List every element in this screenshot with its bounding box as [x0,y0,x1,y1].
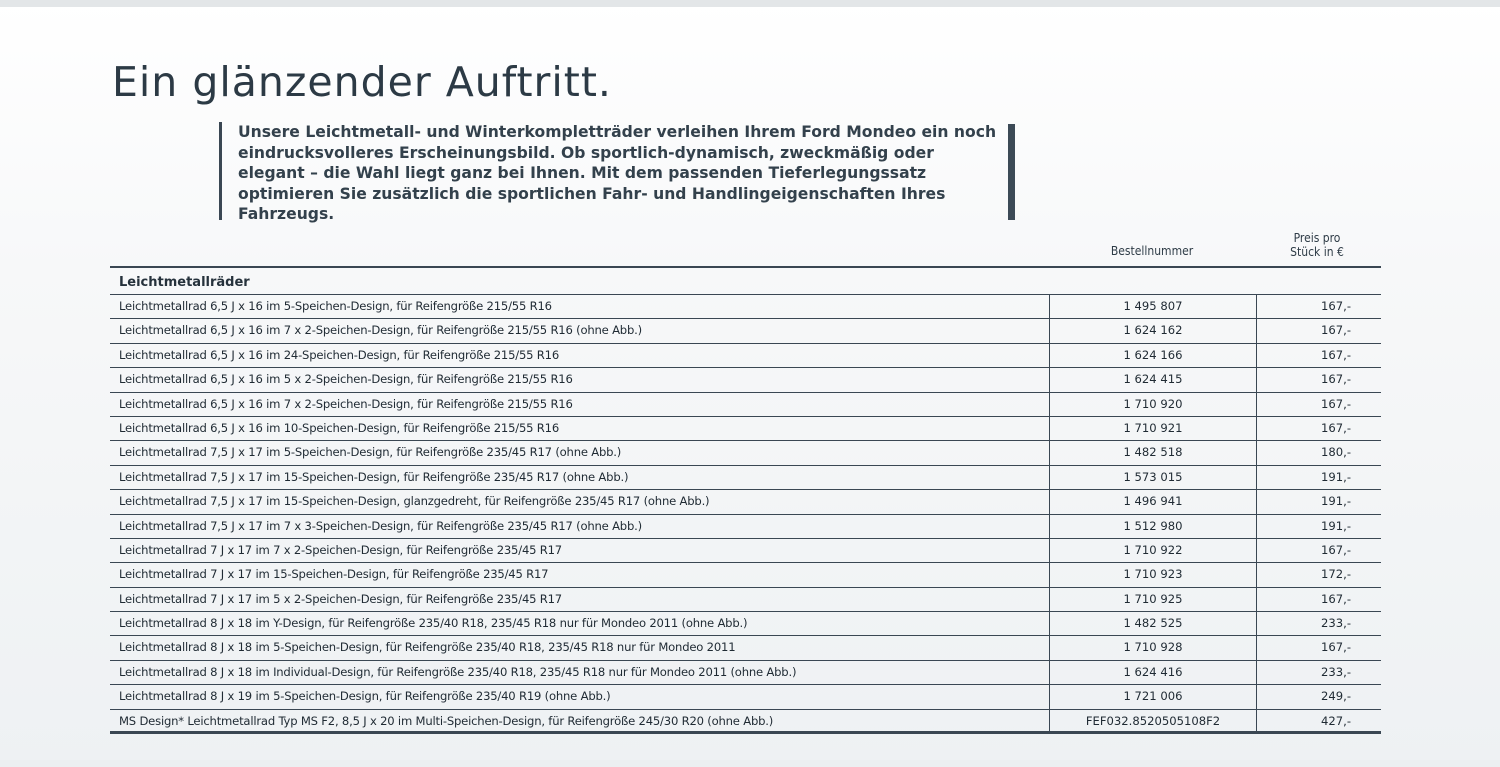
table-row [110,490,1381,514]
row-price: 180,- [1256,441,1381,464]
row-price: 233,- [1256,612,1381,635]
bottom-border [0,760,1500,767]
row-order-number: 1 710 922 [1049,539,1256,562]
row-order-number: 1 624 416 [1049,661,1256,684]
row-description: Leichtmetallrad 7 J x 17 im 7 x 2-Speichen-Design, für Reifengröße 235/45 R17 [119,542,562,557]
row-order-number: 1 710 928 [1049,636,1256,659]
row-description: Leichtmetallrad 7,5 J x 17 im 7 x 3-Speichen-Design, für Reifengröße 235/45 R17 (ohne Abb.) [119,518,642,533]
row-price: 167,- [1256,368,1381,391]
row-order-number: 1 495 807 [1049,295,1256,318]
row-order-number: 1 512 980 [1049,515,1256,538]
intro-block [219,122,1015,223]
table-row [110,344,1381,368]
column-header-price-line2: Stück in € [1290,245,1344,259]
table-row [110,295,1381,319]
table-rows [110,295,1381,734]
row-description: Leichtmetallrad 8 J x 18 im 5-Speichen-Design, für Reifengröße 235/40 R18, 235/45 R18 nur für Mondeo 2011 [119,640,736,655]
table-row [110,563,1381,587]
section-title: Leichtmetallräder [119,275,250,290]
row-price: 167,- [1256,588,1381,611]
row-order-number: 1 496 941 [1049,490,1256,513]
row-price: 167,- [1256,319,1381,342]
row-order-number: FEF032.8520505108F2 [1049,710,1256,731]
row-description: Leichtmetallrad 6,5 J x 16 im 5 x 2-Speichen-Design, für Reifengröße 215/55 R16 [119,372,573,387]
section-header [110,268,1381,295]
row-order-number: 1 624 162 [1049,319,1256,342]
row-description: Leichtmetallrad 8 J x 19 im 5-Speichen-Design, für Reifengröße 235/40 R19 (ohne Abb.) [119,689,611,704]
table-row [110,685,1381,709]
row-order-number: 1 573 015 [1049,466,1256,489]
row-description: Leichtmetallrad 6,5 J x 16 im 24-Speichen-Design, für Reifengröße 215/55 R16 [119,347,560,362]
row-price: 191,- [1256,490,1381,513]
table-row [110,368,1381,392]
table-row [110,661,1381,685]
row-price: 427,- [1256,710,1381,731]
row-description: Leichtmetallrad 7 J x 17 im 5 x 2-Speichen-Design, für Reifengröße 235/45 R17 [119,591,562,606]
row-price: 249,- [1256,685,1381,708]
row-description: Leichtmetallrad 8 J x 18 im Individual-Design, für Reifengröße 235/40 R18, 235/45 R18 nur für Mondeo 2011 (ohne Abb.) [119,664,797,679]
column-header-price [1262,231,1372,259]
row-description: Leichtmetallrad 6,5 J x 16 im 7 x 2-Speichen-Design, für Reifengröße 215/55 R16 (ohne Abb.) [119,323,642,338]
row-description: Leichtmetallrad 7,5 J x 17 im 15-Speichen-Design, für Reifengröße 235/45 R17 (ohne Abb.) [119,469,629,484]
row-order-number: 1 624 415 [1049,368,1256,391]
table-row [110,466,1381,490]
row-order-number: 1 710 920 [1049,393,1256,416]
row-price: 167,- [1256,539,1381,562]
table-row [110,539,1381,563]
table-row [110,515,1381,539]
column-header-order-number: Bestellnummer [1110,244,1194,258]
row-order-number: 1 710 923 [1049,563,1256,586]
row-price: 167,- [1256,295,1381,318]
row-order-number: 1 482 518 [1049,441,1256,464]
table-row [110,636,1381,660]
row-description: Leichtmetallrad 6,5 J x 16 im 10-Speichen-Design, für Reifengröße 215/55 R16 [119,420,560,435]
row-order-number: 1 710 925 [1049,588,1256,611]
table-row [110,319,1381,343]
row-price: 167,- [1256,636,1381,659]
row-description: MS Design* Leichtmetallrad Typ MS F2, 8,5 J x 20 im Multi-Speichen-Design, für Reifengröße 245/30 R20 (ohne Abb.) [119,713,774,728]
row-description: Leichtmetallrad 7,5 J x 17 im 15-Speichen-Design, glanzgedreht, für Reifengröße 235/45 R17 (ohne Abb.) [119,494,710,509]
column-header-price-line1: Preis pro [1293,231,1341,245]
intro-right-bar [1008,124,1015,220]
table-row [110,417,1381,441]
row-price: 172,- [1256,563,1381,586]
row-order-number: 1 721 006 [1049,685,1256,708]
top-border [0,0,1500,7]
row-price: 233,- [1256,661,1381,684]
row-description: Leichtmetallrad 6,5 J x 16 im 5-Speichen-Design, für Reifengröße 215/55 R16 [119,299,552,313]
row-order-number: 1 482 525 [1049,612,1256,635]
row-order-number: 1 710 921 [1049,417,1256,440]
row-order-number: 1 624 166 [1049,344,1256,367]
row-price: 167,- [1256,417,1381,440]
row-price: 191,- [1256,466,1381,489]
row-description: Leichtmetallrad 6,5 J x 16 im 7 x 2-Speichen-Design, für Reifengröße 215/55 R16 [119,396,573,411]
table-row [110,393,1381,417]
table-row [110,710,1381,734]
intro-text: Unsere Leichtmetall- und Winterkompletträder verleihen Ihrem Ford Mondeo ein noch eindrucksvolleres Erscheinungsbild. Ob sportlich-dynamisch, zweckmäßig oder elegant – die Wahl liegt ganz bei Ihnen. Mit dem passenden Tieferlegungssatz optimieren Sie zusätzlich die sportlichen Fahr- und Handlingeigenschaften Ihres Fahrzeugs. [238,123,997,223]
intro-left-bar [219,122,222,220]
row-description: Leichtmetallrad 7,5 J x 17 im 5-Speichen-Design, für Reifengröße 235/45 R17 (ohne Abb.) [119,445,622,460]
row-price: 191,- [1256,515,1381,538]
table-row [110,588,1381,612]
row-price: 167,- [1256,393,1381,416]
table-row [110,612,1381,636]
row-price: 167,- [1256,344,1381,367]
page-title: Ein glänzender Auftritt. [112,58,612,106]
table-row [110,441,1381,465]
row-description: Leichtmetallrad 7 J x 17 im 15-Speichen-Design, für Reifengröße 235/45 R17 [119,567,549,582]
row-description: Leichtmetallrad 8 J x 18 im Y-Design, für Reifengröße 235/40 R18, 235/45 R18 nur für Mondeo 2011 (ohne Abb.) [119,616,748,631]
